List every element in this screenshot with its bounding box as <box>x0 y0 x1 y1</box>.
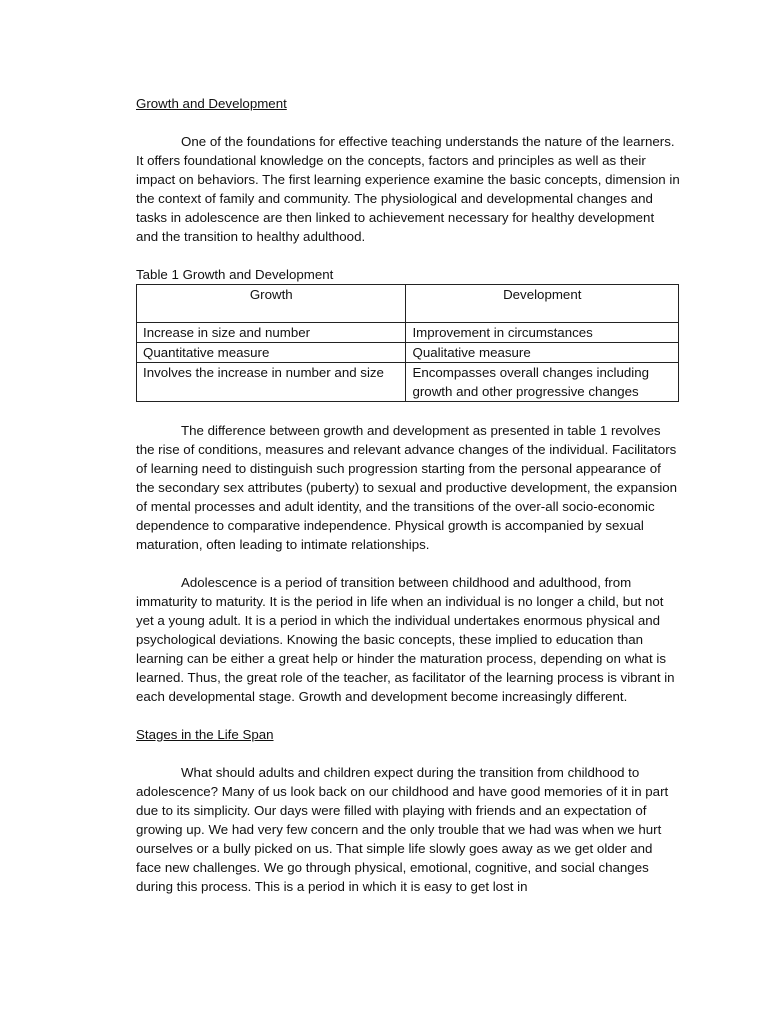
table-row <box>137 323 679 343</box>
table-cell: Quantitative measure <box>137 343 406 363</box>
table-cell: Encompasses overall changes including growth and other progressive changes <box>406 363 679 402</box>
table-header-cell: Growth <box>137 285 406 323</box>
table-cell: Improvement in circumstances <box>406 323 679 343</box>
table-cell: Increase in size and number <box>137 323 406 343</box>
table-row <box>137 343 679 363</box>
paragraph-difference: The difference between growth and development as presented in table 1 revolves the rise of conditions, measures and relevant advance changes of the individual. Facilitators of learning need to distinguish such progression starting from the personal appearance of the secondary sex attributes (puberty) to sexual and productive development, the expansion of mental processes and adult identity, and the transitions of the over-all socio-economic dependence to comparative independence. Physical growth is accompanied by sexual maturation, often leading to intimate relationships. <box>136 423 678 552</box>
table-header-row <box>137 285 679 323</box>
table-caption: Table 1 Growth and Development <box>136 267 334 282</box>
document-page <box>136 94 680 915</box>
table-header-cell: Development <box>406 285 679 323</box>
growth-development-table <box>136 284 679 402</box>
section-heading-growth-development: Growth and Development <box>136 96 287 111</box>
table-cell: Qualitative measure <box>406 343 679 363</box>
paragraph-stages: What should adults and children expect during the transition from childhood to adolescence? Many of us look back on our childhood and have good memories of it in part due to its simplicity. Our days were filled with playing with friends and an expectation of growing up. We had very few concern and the only trouble that we had was when we hurt ourselves or a bully picked on us. That simple life slowly goes away as we get older and face new challenges. We go through physical, emotional, cognitive, and social changes during this process. This is a period in which it is easy to get lost in <box>136 765 669 894</box>
paragraph-intro: One of the foundations for effective teaching understands the nature of the learners. It offers foundational knowledge on the concepts, factors and principles as well as their impact on behaviors. The first learning experience examine the basic concepts, dimension in the context of family and community. The physiological and developmental changes and tasks in adolescence are then linked to achievement necessary for healthy development and the transition to healthy adulthood. <box>136 134 680 244</box>
table-cell: Involves the increase in number and size <box>137 363 406 402</box>
section-heading-life-span: Stages in the Life Span <box>136 727 274 742</box>
table-row <box>137 363 679 402</box>
paragraph-adolescence: Adolescence is a period of transition between childhood and adulthood, from immaturity to maturity. It is the period in life when an individual is no longer a child, but not yet a young adult. It is a period in which the individual undertakes enormous physical and psychological deviations. Knowing the basic concepts, these implied to education than learning can be either a great help or hinder the maturation process, depending on what is learned. Thus, the great role of the teacher, as facilitator of the learning process is vibrant in each developmental stage. Growth and development become increasingly different. <box>136 575 675 704</box>
